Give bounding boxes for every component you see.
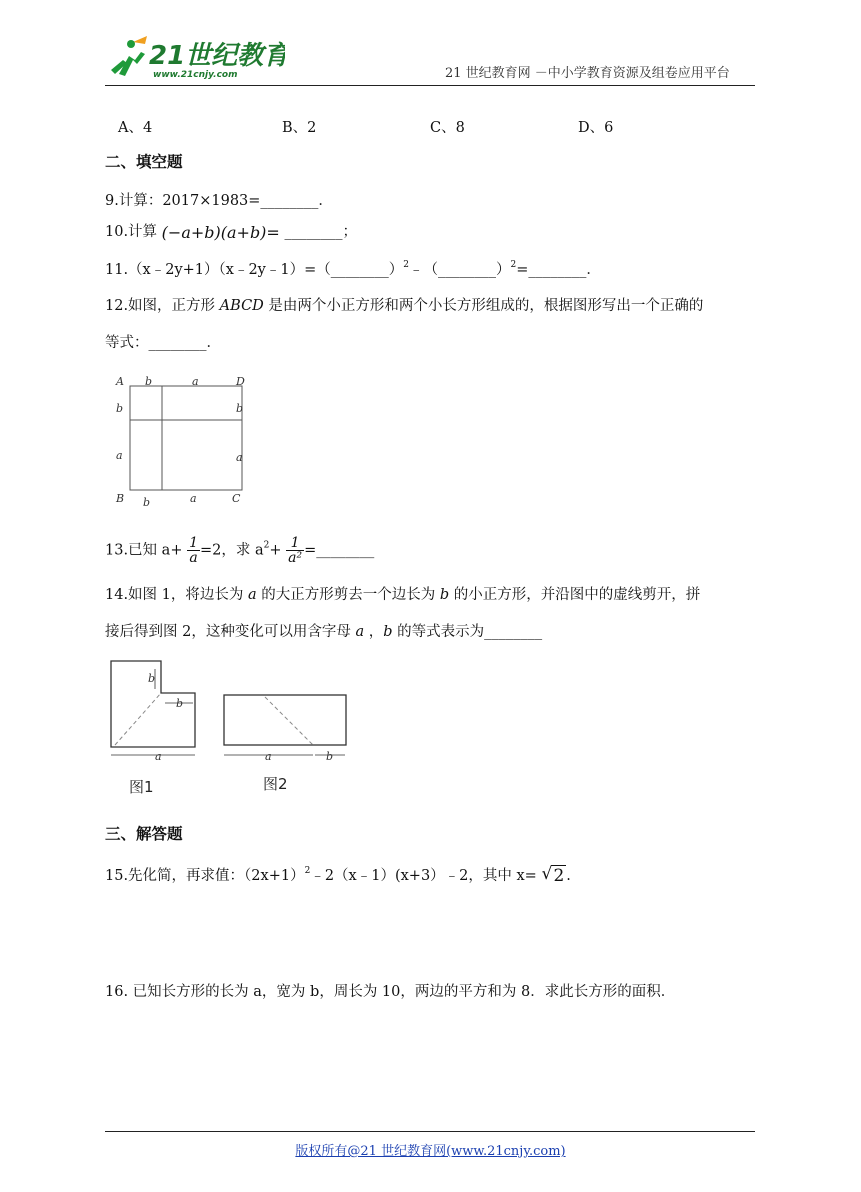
- label-a-right: a: [236, 451, 243, 464]
- q10-expression: (−a+b)(a+b)=: [161, 222, 280, 242]
- fig1-label-a: a: [155, 750, 162, 763]
- label-b-top: b: [145, 375, 153, 388]
- label-a-top: a: [192, 375, 199, 388]
- q14-var-b: b: [439, 587, 450, 603]
- question-14-line-2: [105, 620, 542, 641]
- q11-part-a: 11.（x﹣2y+1）（x﹣2y﹣1）=（________）: [105, 262, 404, 278]
- q11-part-b: ﹣（________）: [408, 262, 511, 278]
- section-title-fill-in: 二、填空题: [105, 152, 183, 171]
- footer-link[interactable]: 版权所有@21 世纪教育网(www.21cnjy.com): [295, 1144, 566, 1159]
- label-A: A: [116, 375, 124, 388]
- header-divider: [105, 85, 755, 86]
- question-13: [105, 536, 374, 565]
- q13-plus: +: [269, 542, 282, 559]
- fig2-label-a: a: [265, 750, 272, 763]
- site-logo: [105, 30, 285, 82]
- question-12-line-2: 等式：________．: [105, 335, 221, 351]
- q10-suffix: ________；: [284, 224, 357, 240]
- q13-prefix: 13.已知 a+: [105, 542, 183, 559]
- q14-text-a: 14.如图 1，将边长为: [105, 587, 249, 603]
- q12-abcd: ABCD: [219, 298, 264, 314]
- q13-mid: =2，求 a: [200, 542, 264, 559]
- q15-text-b: ﹣2（x﹣1）(x+3）﹣2，其中 x=: [310, 868, 537, 884]
- q12-text-b: 是由两个小正方形和两个小长方形组成的，根据图形写出一个正确的: [263, 298, 704, 314]
- q12-figure: [110, 372, 260, 516]
- option-d: D、6: [578, 120, 614, 136]
- fig2-caption: 图2: [263, 775, 288, 793]
- q15-sup: 2: [304, 866, 311, 876]
- q14-text-b: 的大正方形剪去一个边长为: [256, 587, 440, 603]
- label-b-bottom: b: [143, 496, 151, 509]
- q14-figures: [105, 655, 365, 804]
- q14-text-d: 接后得到图 2，这种变化可以用含字母: [105, 624, 356, 640]
- q11-part-c: =________．: [516, 262, 601, 278]
- q13-fraction-1: $\frac{1}{a}$: [189, 535, 198, 566]
- q11-sup-1: 2: [403, 260, 409, 270]
- q14-var-a-2: a: [355, 624, 365, 640]
- q14-var-a: a: [248, 587, 257, 603]
- fig1-label-b-vertical: b: [148, 672, 156, 685]
- q15-sqrt: √ 2: [541, 864, 565, 886]
- logo-text: 21世纪教育: [149, 41, 285, 71]
- label-a-left: a: [116, 449, 123, 462]
- section-title-answer: 三、解答题: [105, 824, 183, 843]
- question-11: [105, 258, 601, 279]
- label-b-left: b: [116, 402, 124, 415]
- label-B: B: [116, 492, 125, 505]
- option-b: B、2: [282, 120, 317, 136]
- q11-sup-2: 2: [510, 260, 517, 270]
- question-9: 9.计算：2017×1983=________．: [105, 193, 333, 209]
- fig1-label-b-horizontal: b: [176, 697, 184, 710]
- runner-icon: [111, 36, 147, 76]
- question-10: [105, 220, 357, 242]
- option-c: C、8: [430, 120, 465, 136]
- q14-text-f: 的等式表示为________: [392, 624, 543, 640]
- question-15: [105, 864, 571, 886]
- question-16: 16. 已知长方形的长为 a，宽为 b，周长为 10，两边的平方和为 8．求此长方形的面积．: [105, 984, 676, 1000]
- q15-text-a: 15.先化简，再求值：（2x+1）: [105, 868, 305, 884]
- q14-text-e: ，: [364, 624, 384, 640]
- logo-url: www.21cnjy.com: [153, 70, 238, 80]
- label-C: C: [232, 492, 241, 505]
- q13-sup: 2: [263, 540, 270, 551]
- q13-fraction-2: $\frac{1}{\text{a²}}$: [288, 535, 303, 566]
- q12-text-a: 12.如图，正方形: [105, 298, 220, 314]
- q15-end: .: [566, 868, 571, 884]
- option-a: A、4: [118, 120, 153, 136]
- label-D: D: [236, 375, 245, 388]
- q13-suffix: =________: [304, 542, 375, 559]
- q14-var-b-2: b: [383, 624, 393, 640]
- question-12-line-1: [105, 294, 703, 315]
- q14-text-c: 的小正方形，并沿图中的虚线剪开，拼: [449, 587, 701, 603]
- footer-copyright[interactable]: [0, 1140, 861, 1159]
- fig1-caption: 图1: [129, 778, 154, 796]
- site-title: 21 世纪教育网 －中小学教育资源及组卷应用平台: [445, 66, 730, 81]
- label-b-right: b: [236, 402, 244, 415]
- footer-divider: [105, 1131, 755, 1132]
- label-a-bottom: a: [190, 492, 197, 505]
- q10-prefix: 10.计算: [105, 224, 158, 240]
- question-14-line-1: [105, 583, 700, 604]
- fig2-label-b: b: [326, 750, 334, 763]
